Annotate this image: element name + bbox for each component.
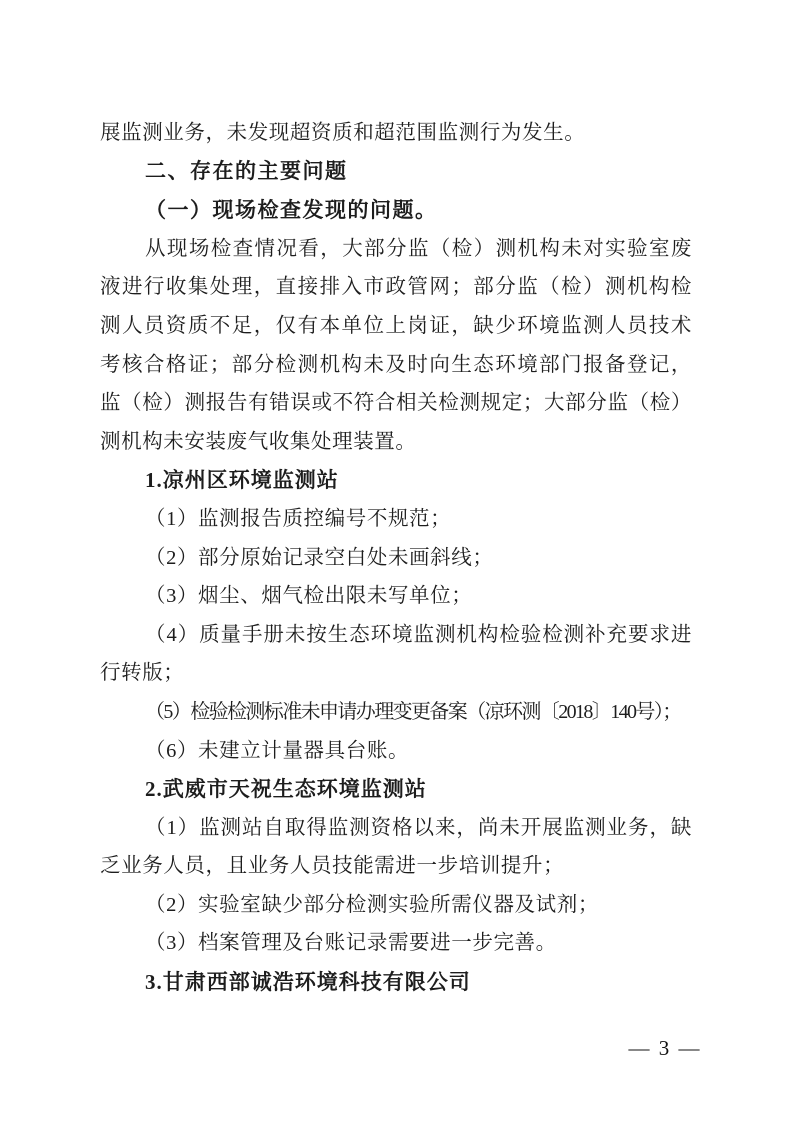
text-line: 监（检）测报告有错误或不符合相关检测规定；大部分监（检） (100, 392, 692, 415)
document-content (100, 0, 692, 1002)
text-line: （4）质量手册未按生态环境监测机构检验检测补充要求进 (145, 623, 692, 646)
list-item (100, 577, 692, 616)
heading-text: 3.甘肃西部诚浩环境科技有限公司 (145, 970, 471, 995)
text-line: 考核合格证；部分检测机构未及时向生态环境部门报备登记， (100, 353, 692, 376)
list-item (100, 809, 692, 886)
station-heading-3 (100, 963, 692, 1002)
text-line: 测机构未安装废气收集处理装置。 (100, 430, 417, 453)
list-item (100, 616, 692, 693)
list-item (100, 886, 692, 925)
text-line: 测人员资质不足，仅有本单位上岗证，缺少环境监测人员技术 (100, 314, 692, 337)
text-line: （6）未建立计量器具台账。 (145, 739, 410, 762)
text-line: 液进行收集处理，直接排入市政管网；部分监（检）测机构检 (100, 276, 692, 299)
list-item (100, 732, 692, 771)
paragraph (100, 230, 692, 462)
paragraph-continuation (100, 114, 692, 153)
text-line: 行转版； (100, 662, 185, 685)
text-line: （2）实验室缺少部分检测实验所需仪器及试剂； (145, 893, 599, 916)
text-line: （5）检验检测标准未申请办理变更备案（凉环测〔2018〕140号）； (145, 700, 681, 723)
station-heading-1 (100, 461, 692, 500)
text-line: （1）监测站自取得监测资格以来，尚未开展监测业务，缺 (145, 816, 692, 839)
section-heading-main (100, 153, 692, 192)
text-line: （1）监测报告质控编号不规范； (145, 507, 452, 530)
text-line: （2）部分原始记录空白处未画斜线； (145, 546, 494, 569)
heading-text: （一）现场检查发现的问题。 (145, 198, 438, 223)
section-heading-sub (100, 191, 692, 230)
station-heading-2 (100, 770, 692, 809)
heading-text: 2.武威市天祝生态环境监测站 (145, 777, 427, 802)
list-item (100, 500, 692, 539)
list-item (100, 539, 692, 578)
text-line: 展监测业务，未发现超资质和超范围监测行为发生。 (100, 122, 586, 144)
heading-text: 1.凉州区环境监测站 (145, 468, 339, 493)
text-line: 从现场检查情况看，大部分监（检）测机构未对实验室废 (145, 237, 692, 260)
text-line: 乏业务人员，且业务人员技能需进一步培训提升； (100, 855, 565, 878)
text-line: （3）烟尘、烟气检出限未写单位； (145, 585, 473, 608)
page-number: — 3 — (628, 1036, 702, 1060)
text-line: （3）档案管理及台账记录需要进一步完善。 (145, 932, 557, 955)
list-item (100, 693, 692, 732)
list-item (100, 924, 692, 963)
heading-text: 二、存在的主要问题 (145, 159, 348, 183)
